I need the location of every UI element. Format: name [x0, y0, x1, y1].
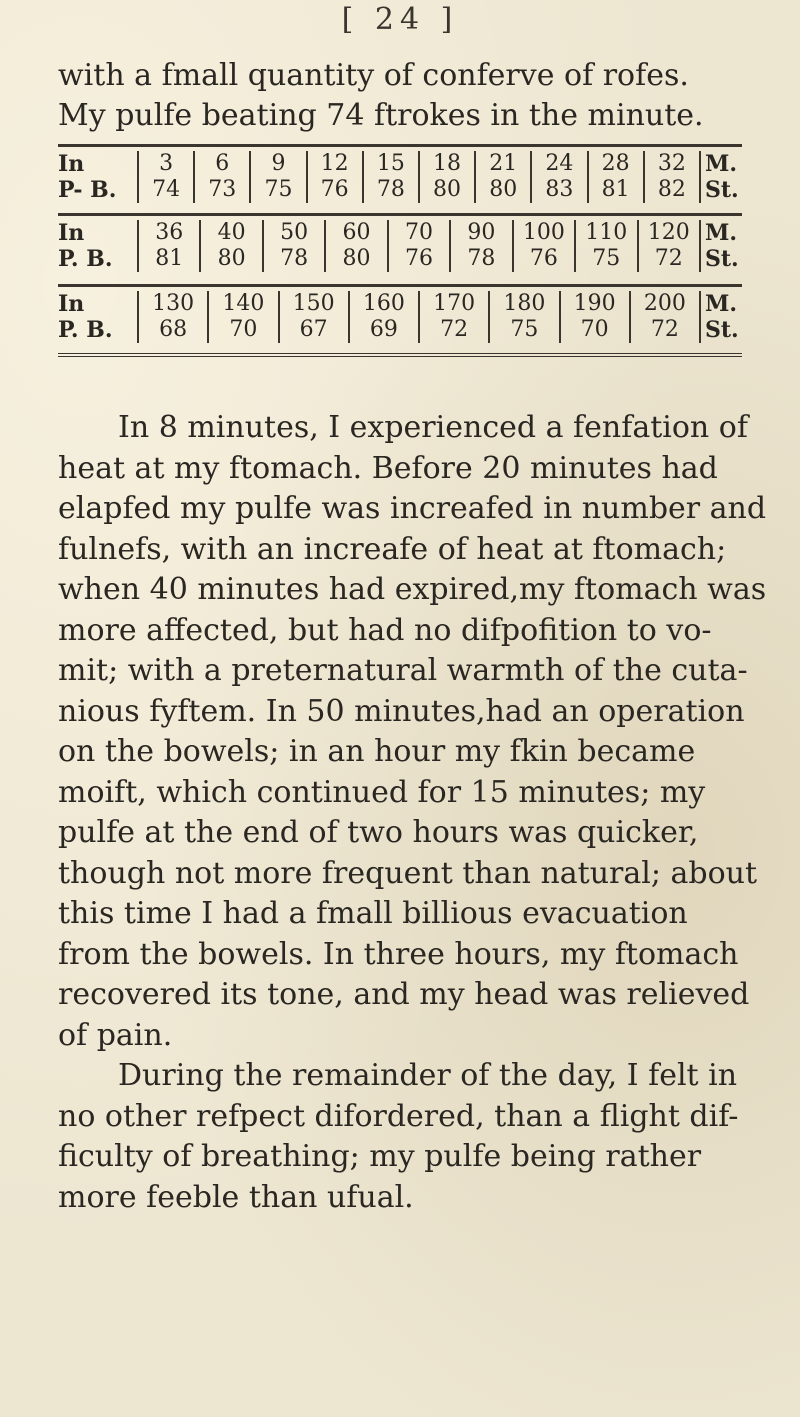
table-cell: 68 [138, 317, 208, 343]
text-line: from the bowels. In three hours, my ftomach [58, 936, 739, 972]
table-cell: 78 [450, 246, 512, 272]
pulse-table-2 [58, 220, 742, 272]
table-cell: 180 [489, 291, 559, 317]
table-rule [58, 353, 742, 358]
table-cell: 15 [363, 151, 419, 177]
text-line: ficulty of breathing; my pulfe being rather [58, 1139, 702, 1174]
table-row-pulse [58, 246, 742, 272]
row-label: P. B. [58, 246, 113, 272]
table-cell: 50 [263, 220, 325, 246]
text-line: on the bowels; in an hour my fkin became [58, 734, 696, 769]
text-line: heat at my ftomach. Before 20 minutes had [58, 450, 718, 486]
table-cell: 18 [419, 151, 475, 177]
table-cell: 200 [630, 291, 700, 317]
table-cell: 40 [200, 220, 262, 246]
unit-label: St. [700, 246, 742, 272]
table-cell: 78 [363, 177, 419, 203]
text-line: though not more frequent than natural; about [58, 855, 758, 891]
row-label: In [58, 220, 85, 246]
table-cell: 24 [531, 151, 587, 177]
text-line: more feeble than ufual. [58, 1179, 414, 1215]
table-row-pulse [58, 177, 742, 203]
text-line: fulnefs, with an increafe of heat at ftomach; [58, 531, 727, 567]
table-rule [58, 213, 742, 216]
table-cell: 83 [531, 177, 587, 203]
table-cell: 80 [475, 177, 531, 203]
unit-label: St. [700, 317, 742, 343]
text-line: mit; with a preternatural warmth of the cuta- [58, 653, 748, 688]
table-cell: 80 [419, 177, 475, 203]
table-cell: 72 [630, 317, 700, 343]
unit-label: St. [700, 177, 742, 203]
page-number: [ 24 ] [341, 2, 459, 37]
table-cell: 120 [638, 220, 701, 246]
table-rule [58, 284, 742, 287]
row-label: In [58, 291, 85, 317]
text-line: of pain. [58, 1017, 173, 1053]
table-cell: 12 [307, 151, 363, 177]
table-cell: 75 [489, 317, 559, 343]
table-cell: 76 [388, 246, 450, 272]
text-line: elapfed my pulfe was increafed in number and [58, 491, 767, 526]
text-line: moift, which continued for 15 minutes; my [58, 774, 706, 810]
unit-label: M. [700, 151, 742, 177]
table-cell: 130 [138, 291, 208, 317]
table-cell: 21 [475, 151, 531, 177]
table-cell: 36 [138, 220, 200, 246]
row-label: In [58, 151, 85, 177]
table-cell: 81 [588, 177, 644, 203]
table-cell: 60 [325, 220, 387, 246]
row-label: P- B. [58, 177, 117, 203]
table-cell: 190 [560, 291, 630, 317]
body-text [58, 408, 767, 1218]
table-cell: 76 [307, 177, 363, 203]
table-cell: 9 [250, 151, 306, 177]
unit-label: M. [700, 291, 742, 317]
table-cell: 69 [349, 317, 419, 343]
table-cell: 75 [575, 246, 637, 272]
table-rule [58, 144, 742, 147]
intro-text [58, 56, 758, 136]
table-cell: 160 [349, 291, 419, 317]
table-cell: 3 [138, 151, 194, 177]
text-line: pulfe at the end of two hours was quicker, [58, 815, 699, 850]
table-cell: 28 [588, 151, 644, 177]
table-cell: 170 [419, 291, 489, 317]
text-line: recovered its tone, and my head was relieved [58, 977, 750, 1012]
pulse-table-1 [58, 151, 742, 203]
table-cell: 75 [250, 177, 306, 203]
table-cell: 70 [560, 317, 630, 343]
table-cell: 70 [388, 220, 450, 246]
table-row-minutes [58, 291, 742, 317]
table-cell: 81 [138, 246, 200, 272]
table-row-pulse [58, 317, 742, 343]
text-line: During the remainder of the day, I felt in [118, 1058, 738, 1093]
unit-label: M. [700, 220, 742, 246]
text-line: with a fmall quantity of conferve of rofes. [58, 58, 689, 93]
table-cell: 73 [194, 177, 250, 203]
table-cell: 82 [644, 177, 700, 203]
table-row-minutes [58, 151, 742, 177]
table-cell: 150 [279, 291, 349, 317]
table-cell: 100 [513, 220, 575, 246]
table-cell: 78 [263, 246, 325, 272]
table-cell: 6 [194, 151, 250, 177]
text-line: In 8 minutes, I experienced a fenfation of [118, 410, 748, 445]
text-line: more affected, but had no difpofition to vo- [58, 612, 712, 648]
table-cell: 140 [208, 291, 278, 317]
table-cell: 110 [575, 220, 637, 246]
text-line: when 40 minutes had expired,my ftomach was [58, 572, 767, 607]
table-cell: 74 [138, 177, 194, 203]
table-cell: 32 [644, 151, 700, 177]
table-cell: 90 [450, 220, 512, 246]
pulse-table-3 [58, 291, 742, 343]
table-cell: 80 [200, 246, 262, 272]
row-label: P. B. [58, 317, 113, 343]
table-cell: 76 [513, 246, 575, 272]
text-line: no other refpect difordered, than a flight dif- [58, 1098, 739, 1134]
table-cell: 72 [419, 317, 489, 343]
text-line: nious fyftem. In 50 minutes,had an operation [58, 693, 745, 729]
table-cell: 70 [208, 317, 278, 343]
text-line: this time I had a fmall billious evacuation [58, 896, 688, 931]
table-cell: 72 [638, 246, 701, 272]
table-cell: 67 [279, 317, 349, 343]
table-cell: 80 [325, 246, 387, 272]
table-row-minutes [58, 220, 742, 246]
text-line: My pulfe beating 74 ftrokes in the minute. [58, 98, 704, 133]
